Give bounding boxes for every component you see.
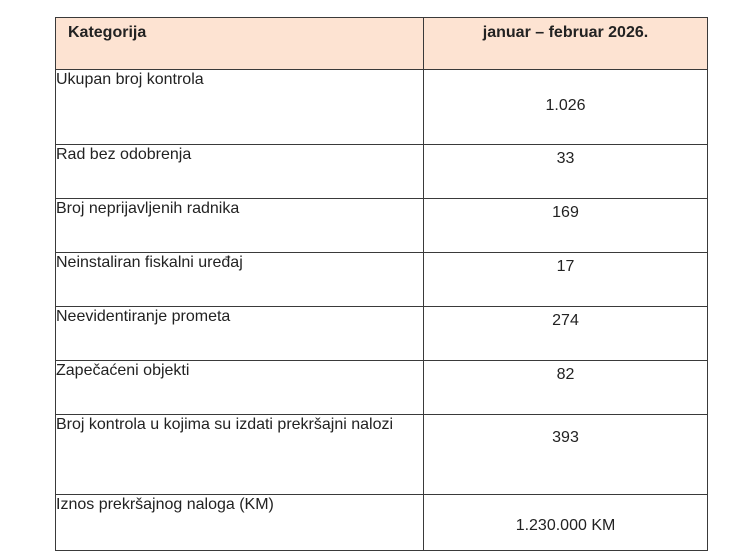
row-label: Ukupan broj kontrola bbox=[56, 70, 424, 145]
row-label: Rad bez odobrenja bbox=[56, 145, 424, 199]
row-value: 1.026 bbox=[424, 70, 708, 145]
table-row bbox=[56, 307, 708, 361]
row-label: Neinstaliran fiskalni uređaj bbox=[56, 253, 424, 307]
table-header-row bbox=[56, 18, 708, 70]
row-value: 82 bbox=[424, 361, 708, 415]
row-value: 274 bbox=[424, 307, 708, 361]
row-label: Broj kontrola u kojima su izdati prekršajni nalozi bbox=[56, 415, 424, 495]
row-value: 33 bbox=[424, 145, 708, 199]
table-row bbox=[56, 70, 708, 145]
row-value: 393 bbox=[424, 415, 708, 495]
table-row bbox=[56, 415, 708, 495]
row-value: 17 bbox=[424, 253, 708, 307]
table-row bbox=[56, 253, 708, 307]
row-label: Zapečaćeni objekti bbox=[56, 361, 424, 415]
inspection-statistics-table bbox=[55, 17, 708, 551]
row-value: 169 bbox=[424, 199, 708, 253]
row-label: Broj neprijavljenih radnika bbox=[56, 199, 424, 253]
table-row bbox=[56, 199, 708, 253]
row-label: Neevidentiranje prometa bbox=[56, 307, 424, 361]
row-label: Iznos prekršajnog naloga (KM) bbox=[56, 495, 424, 551]
table-row bbox=[56, 495, 708, 551]
column-header-period: januar – februar 2026. bbox=[424, 18, 708, 70]
row-value: 1.230.000 KM bbox=[424, 495, 708, 551]
table-row bbox=[56, 145, 708, 199]
column-header-category: Kategorija bbox=[56, 18, 424, 70]
table-row bbox=[56, 361, 708, 415]
